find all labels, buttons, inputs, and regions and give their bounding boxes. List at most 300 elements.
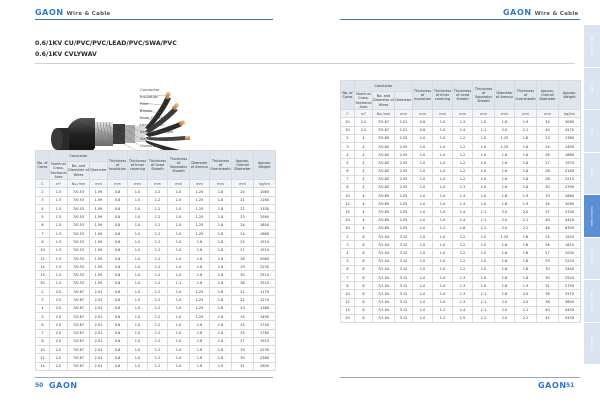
table-cell: 6 bbox=[355, 314, 373, 322]
table-cell: 1.0 bbox=[413, 142, 433, 150]
table-cell: 1.0 bbox=[433, 151, 453, 159]
table-cell: 6 bbox=[355, 290, 373, 298]
table-cell: 1270 bbox=[254, 296, 276, 304]
column-header: Thickness of Insulation bbox=[108, 151, 128, 180]
table-cell: 1.6 bbox=[495, 200, 515, 208]
table-cell: 1.0 bbox=[433, 273, 453, 281]
column-header: Thickness of Oversheath bbox=[515, 81, 537, 110]
table-cell: 1.8 bbox=[515, 151, 537, 159]
table-cell: 1.0 bbox=[433, 142, 453, 150]
table-cell: 1.1 bbox=[168, 279, 190, 287]
table-cell: 1.0 bbox=[413, 183, 433, 191]
table-cell: 3.12 bbox=[395, 257, 413, 265]
table-cell: 2.0 bbox=[495, 224, 515, 232]
side-tab[interactable] bbox=[584, 238, 600, 281]
table-cell: 1.59 bbox=[90, 205, 108, 213]
table-cell: 1.8 bbox=[210, 246, 232, 254]
table-cell: 1.0 bbox=[168, 213, 190, 221]
header-brand-left bbox=[35, 8, 111, 17]
table-cell: 1.5 bbox=[50, 229, 68, 237]
footer-brand-right bbox=[538, 381, 567, 390]
table-cell: 1.8 bbox=[210, 304, 232, 312]
table-cell: 4 bbox=[355, 216, 373, 224]
table-cell: 1.1 bbox=[473, 126, 495, 134]
table-cell: 0.8 bbox=[108, 296, 128, 304]
table-cell: 1.0 bbox=[473, 151, 495, 159]
table-cell: 1.0 bbox=[413, 159, 433, 167]
table-cell: 6300 bbox=[559, 224, 581, 232]
table-cell: 2.55 bbox=[395, 142, 413, 150]
table-cell: 1.2 bbox=[148, 196, 168, 204]
table-row bbox=[341, 306, 581, 314]
table-cell: 2 bbox=[341, 134, 355, 142]
table-cell: 1.0 bbox=[128, 337, 148, 345]
table-cell: 1.8 bbox=[210, 296, 232, 304]
table-units-row bbox=[341, 110, 581, 118]
table-cell: 1.8 bbox=[210, 205, 232, 213]
table-cell: 2510 bbox=[254, 271, 276, 279]
table-cell: 1.2 bbox=[148, 213, 168, 221]
table-cell: 27 bbox=[232, 246, 254, 254]
table-cell: 8 bbox=[341, 183, 355, 191]
table-cell: 2.0 bbox=[495, 126, 515, 134]
table-cell: 1.0 bbox=[433, 290, 453, 298]
column-header: Thickness of Oversheath bbox=[210, 151, 232, 180]
table-cell: 1.2 bbox=[453, 175, 473, 183]
table-cell: 7/0.85 bbox=[373, 192, 395, 200]
table-cell: 7/0.67 bbox=[68, 321, 90, 329]
table-cell: 2.0 bbox=[495, 208, 515, 216]
table-cell: 1.0 bbox=[128, 362, 148, 370]
header-rule-left bbox=[35, 19, 273, 20]
table-cell: 1560 bbox=[254, 213, 276, 221]
column-header: Thickness of Separator Sheath bbox=[473, 81, 495, 110]
column-header: Approx. Overall Diameter bbox=[232, 151, 254, 180]
table-cell: 1.0 bbox=[168, 221, 190, 229]
table-cell: 1.0 bbox=[128, 221, 148, 229]
table-row bbox=[341, 224, 581, 232]
table-cell: 1.8 bbox=[210, 288, 232, 296]
page-number-left: 50 bbox=[35, 382, 44, 389]
table-cell: 2 bbox=[36, 188, 50, 196]
table-cell: 1.0 bbox=[413, 290, 433, 298]
table-cell: 7/0.67 bbox=[68, 362, 90, 370]
table-cell: 1.25 bbox=[190, 312, 210, 320]
table-cell: 1.8 bbox=[210, 271, 232, 279]
part-label: Lead Sheath bbox=[140, 122, 164, 127]
table-cell: 7/0.53 bbox=[68, 196, 90, 204]
table-cell: 2.55 bbox=[395, 134, 413, 142]
table-row bbox=[341, 159, 581, 167]
table-cell: 1.8 bbox=[515, 134, 537, 142]
table-cell: 1.0 bbox=[413, 249, 433, 257]
table-cell: 6 bbox=[355, 273, 373, 281]
table-cell: 30 bbox=[341, 224, 355, 232]
table-cell: 6 bbox=[341, 167, 355, 175]
table-cell: 1.0 bbox=[433, 159, 453, 167]
table-cell: 1.0 bbox=[433, 241, 453, 249]
table-cell: 5 bbox=[36, 213, 50, 221]
table-cell: 1.6 bbox=[495, 159, 515, 167]
table-cell: 7/1.04 bbox=[373, 249, 395, 257]
table-cell: 7/1.04 bbox=[373, 298, 395, 306]
table-cell: 1.6 bbox=[190, 254, 210, 262]
table-cell: 1.6 bbox=[495, 175, 515, 183]
table-cell: 1.0 bbox=[128, 205, 148, 213]
table-cell: 7/0.67 bbox=[68, 354, 90, 362]
table-cell: 29 bbox=[537, 257, 559, 265]
side-tab[interactable] bbox=[584, 25, 600, 68]
table-cell: 1.0 bbox=[128, 238, 148, 246]
table-cell: 1.3 bbox=[453, 298, 473, 306]
unit-cell: mm bbox=[210, 180, 232, 188]
table-cell: 0.8 bbox=[108, 279, 128, 287]
column-group-label: Conductor bbox=[50, 151, 108, 162]
table-cell: 1.2 bbox=[453, 249, 473, 257]
part-label: Insulation bbox=[140, 94, 159, 99]
table-cell: 10 bbox=[341, 192, 355, 200]
table-cell: 1.59 bbox=[90, 279, 108, 287]
table-cell: 1.2 bbox=[148, 205, 168, 213]
table-cell: 5 bbox=[341, 257, 355, 265]
table-cell: 1.0 bbox=[473, 167, 495, 175]
unit-cell: mm bbox=[495, 110, 515, 118]
table-cell: 1.6 bbox=[190, 337, 210, 345]
table-cell: 2060 bbox=[254, 254, 276, 262]
table-cell: 1330 bbox=[254, 205, 276, 213]
table-cell: 1.1 bbox=[473, 216, 495, 224]
table-cell: 1.8 bbox=[515, 233, 537, 241]
table-cell: 1.6 bbox=[495, 192, 515, 200]
table-cell: 33 bbox=[537, 192, 559, 200]
table-cell: 0.8 bbox=[108, 238, 128, 246]
table-cell: 7/0.53 bbox=[68, 229, 90, 237]
table-cell: 2.5 bbox=[50, 296, 68, 304]
part-label: Separator Sheath bbox=[140, 129, 174, 134]
table-cell: 3 bbox=[341, 142, 355, 150]
side-tab[interactable] bbox=[584, 195, 600, 238]
table-cell: 0.8 bbox=[108, 221, 128, 229]
table-cell: 1.2 bbox=[148, 271, 168, 279]
table-cell: 3 bbox=[36, 296, 50, 304]
table-cell: 1.59 bbox=[90, 188, 108, 196]
table-cell: 4 bbox=[341, 249, 355, 257]
table-cell: 2.0 bbox=[515, 298, 537, 306]
table-cell: 1.0 bbox=[413, 306, 433, 314]
table-row bbox=[341, 142, 581, 150]
table-row bbox=[341, 298, 581, 306]
table-cell: 24 bbox=[232, 312, 254, 320]
table-cell: 1.8 bbox=[210, 321, 232, 329]
table-cell: 2880 bbox=[559, 192, 581, 200]
table-cell: 4450 bbox=[559, 306, 581, 314]
table-cell: 0.8 bbox=[108, 288, 128, 296]
table-cell: 2160 bbox=[559, 167, 581, 175]
unit-cell: mm bbox=[433, 110, 453, 118]
spec-table-right bbox=[340, 80, 581, 323]
table-cell: 1.8 bbox=[210, 354, 232, 362]
table-cell: 2.55 bbox=[395, 175, 413, 183]
table-cell: 31 bbox=[232, 362, 254, 370]
table-cell: 2 bbox=[341, 233, 355, 241]
table-cell: 1910 bbox=[254, 238, 276, 246]
table-cell: 7/0.67 bbox=[68, 304, 90, 312]
footer-brand-left bbox=[49, 381, 78, 390]
table-cell: 1.2 bbox=[148, 362, 168, 370]
table-cell: 2.01 bbox=[90, 296, 108, 304]
table-cell: 2.01 bbox=[90, 321, 108, 329]
table-cell: 1.1 bbox=[473, 306, 495, 314]
table-cell: 14 bbox=[36, 362, 50, 370]
table-cell: 3.12 bbox=[395, 249, 413, 257]
table-cell: 1.8 bbox=[210, 238, 232, 246]
table-cell: 1.6 bbox=[190, 246, 210, 254]
table-cell: 30 bbox=[36, 279, 50, 287]
table-cell: 2.5 bbox=[355, 118, 373, 126]
table-cell: 1.8 bbox=[210, 188, 232, 196]
table-cell: 20 bbox=[341, 314, 355, 322]
table-cell: 2.5 bbox=[50, 354, 68, 362]
part-label: Inner Covering bbox=[140, 115, 169, 120]
table-cell: 30 bbox=[341, 126, 355, 134]
table-cell: 2.01 bbox=[90, 288, 108, 296]
table-cell: 1.0 bbox=[433, 175, 453, 183]
brand-logo: GAON bbox=[35, 8, 64, 17]
table-cell: 20 bbox=[341, 216, 355, 224]
table-cell: 1.0 bbox=[433, 208, 453, 216]
table-cell: 1.2 bbox=[433, 314, 453, 322]
table-cell: 3700 bbox=[559, 208, 581, 216]
table-cell: 1.5 bbox=[453, 314, 473, 322]
table-cell: 2.1 bbox=[515, 126, 537, 134]
table-cell: 30 bbox=[537, 273, 559, 281]
table-cell: 7/1.04 bbox=[373, 306, 395, 314]
table-cell: 34 bbox=[537, 118, 559, 126]
side-tab[interactable] bbox=[584, 323, 600, 366]
table-cell: 20 bbox=[341, 118, 355, 126]
table-cell: 38 bbox=[537, 298, 559, 306]
table-cell: 1.8 bbox=[210, 329, 232, 337]
table-cell: 1.8 bbox=[210, 346, 232, 354]
table-cell: 1.0 bbox=[433, 126, 453, 134]
brand-logo: GAON bbox=[503, 8, 532, 17]
table-cell: 37 bbox=[537, 208, 559, 216]
table-cell: 2.5 bbox=[50, 288, 68, 296]
table-cell: 6 bbox=[355, 241, 373, 249]
table-cell: 2.5 bbox=[355, 126, 373, 134]
table-cell: 3.12 bbox=[395, 314, 413, 322]
column-header: No. and Diameter of Wires bbox=[68, 162, 90, 180]
section-side-tabs bbox=[584, 25, 600, 365]
table-cell: 1.9 bbox=[515, 192, 537, 200]
table-cell: 1910 bbox=[254, 337, 276, 345]
table-row bbox=[36, 346, 276, 354]
unit-cell: mm bbox=[515, 110, 537, 118]
part-label: Conductor bbox=[140, 87, 160, 92]
table-cell: 1.2 bbox=[453, 265, 473, 273]
table-cell: 1160 bbox=[254, 196, 276, 204]
table-cell: 1.0 bbox=[433, 249, 453, 257]
table-cell: 1.2 bbox=[453, 134, 473, 142]
table-cell: 2000 bbox=[559, 249, 581, 257]
column-header: Nominal Cross-Sectional Area bbox=[355, 92, 372, 109]
table-cell: 1.9 bbox=[515, 200, 537, 208]
table-cell: 1.2 bbox=[148, 229, 168, 237]
table-cell: 1.2 bbox=[148, 321, 168, 329]
table-cell: 6 bbox=[355, 265, 373, 273]
table-cell: 1.6 bbox=[495, 183, 515, 191]
table-cell: 3080 bbox=[559, 118, 581, 126]
table-row bbox=[36, 188, 276, 196]
table-cell: 7/1.04 bbox=[373, 233, 395, 241]
table-cell: 2.5 bbox=[50, 321, 68, 329]
table-cell: 3080 bbox=[559, 200, 581, 208]
table-cell: 1.25 bbox=[190, 188, 210, 196]
table-group-header bbox=[36, 151, 276, 162]
table-cell: 5 bbox=[36, 312, 50, 320]
table-cell: 0.8 bbox=[108, 321, 128, 329]
table-row bbox=[36, 296, 276, 304]
table-cell: 1.25 bbox=[190, 213, 210, 221]
table-cell: 1.0 bbox=[433, 265, 453, 273]
side-tab[interactable] bbox=[584, 68, 600, 111]
table-cell: 1.0 bbox=[433, 282, 453, 290]
table-cell: 1.0 bbox=[413, 151, 433, 159]
table-cell: 7/0.85 bbox=[373, 200, 395, 208]
table-cell: 3800 bbox=[559, 298, 581, 306]
table-row bbox=[341, 273, 581, 281]
brand-logo: GAON bbox=[49, 381, 78, 390]
table-cell: 1.25 bbox=[190, 296, 210, 304]
table-cell: 7/0.85 bbox=[373, 167, 395, 175]
table-row bbox=[341, 192, 581, 200]
table-row bbox=[36, 271, 276, 279]
table-cell: 6 bbox=[355, 298, 373, 306]
table-cell: 1.6 bbox=[453, 224, 473, 232]
table-cell: 1.0 bbox=[128, 246, 148, 254]
table-cell: 4420 bbox=[559, 216, 581, 224]
table-cell: 2.55 bbox=[395, 192, 413, 200]
table-cell: 8 bbox=[36, 337, 50, 345]
table-row bbox=[341, 118, 581, 126]
table-cell: 1.0 bbox=[168, 312, 190, 320]
table-cell: 1.2 bbox=[453, 257, 473, 265]
table-cell: 3310 bbox=[254, 279, 276, 287]
table-cell: 0.8 bbox=[108, 362, 128, 370]
table-cell: 1.0 bbox=[433, 257, 453, 265]
table-cell: 1.2 bbox=[148, 246, 168, 254]
table-cell: 1.6 bbox=[190, 362, 210, 370]
unit-cell: m² bbox=[50, 180, 68, 188]
table-cell: 1380 bbox=[559, 134, 581, 142]
side-tab[interactable] bbox=[584, 153, 600, 196]
product-subtitle: 0.6/1KV CVLYWAV bbox=[35, 51, 97, 58]
table-cell: 2.01 bbox=[395, 118, 413, 126]
table-cell: 3.12 bbox=[395, 306, 413, 314]
table-cell: 1.6 bbox=[190, 329, 210, 337]
table-cell: 1.0 bbox=[413, 216, 433, 224]
table-cell: 1.8 bbox=[515, 142, 537, 150]
column-header: No. and Diameter of Wires bbox=[373, 92, 395, 110]
table-cell: 1.2 bbox=[148, 329, 168, 337]
table-cell: 2210 bbox=[559, 175, 581, 183]
table-cell: 1.5 bbox=[50, 205, 68, 213]
table-cell: 3 bbox=[341, 241, 355, 249]
table-cell: 7/0.67 bbox=[68, 346, 90, 354]
table-cell: 1.2 bbox=[433, 306, 453, 314]
table-cell: 7/0.53 bbox=[68, 279, 90, 287]
table-cell: 29 bbox=[232, 346, 254, 354]
table-cell: 7/0.67 bbox=[68, 337, 90, 345]
side-tab[interactable] bbox=[584, 280, 600, 323]
column-header: Diameter bbox=[90, 162, 108, 180]
unit-cell: C bbox=[341, 110, 355, 118]
table-row bbox=[36, 229, 276, 237]
side-tab-label: Instrument bbox=[590, 249, 594, 267]
table-row bbox=[341, 208, 581, 216]
table-cell: 7/0.53 bbox=[68, 238, 90, 246]
part-label: Binder bbox=[140, 108, 153, 113]
table-cell: 1.8 bbox=[210, 337, 232, 345]
table-cell: 1.8 bbox=[515, 273, 537, 281]
unit-cell: mm bbox=[148, 180, 168, 188]
table-cell: 2600 bbox=[254, 362, 276, 370]
table-cell: 15 bbox=[341, 306, 355, 314]
table-cell: 1.0 bbox=[128, 279, 148, 287]
table-cell: 24 bbox=[232, 221, 254, 229]
table-cell: 1.5 bbox=[50, 238, 68, 246]
table-cell: 1.3 bbox=[453, 273, 473, 281]
table-cell: 0.8 bbox=[108, 312, 128, 320]
table-row bbox=[36, 263, 276, 271]
table-cell: 3.12 bbox=[395, 241, 413, 249]
table-cell: 2.0 bbox=[495, 298, 515, 306]
table-cell: 1740 bbox=[254, 321, 276, 329]
part-label: Filler bbox=[140, 101, 149, 106]
table-cell: 1.6 bbox=[190, 346, 210, 354]
table-cell: 7/0.53 bbox=[68, 263, 90, 271]
table-cell: 1.0 bbox=[413, 273, 433, 281]
table-cell: 1.0 bbox=[128, 263, 148, 271]
table-cell: 1.2 bbox=[453, 159, 473, 167]
table-cell: 0.8 bbox=[108, 205, 128, 213]
table-cell: 2.01 bbox=[90, 362, 108, 370]
column-header: Thickness of Lead Sheath bbox=[148, 151, 168, 180]
table-row bbox=[36, 205, 276, 213]
table-cell: 1.2 bbox=[148, 346, 168, 354]
table-cell: 3.12 bbox=[395, 233, 413, 241]
table-cell: 2.01 bbox=[90, 312, 108, 320]
table-cell: 21 bbox=[232, 288, 254, 296]
side-tab-label: XLPE bbox=[590, 84, 594, 92]
table-group-header bbox=[341, 81, 581, 92]
table-cell: 23 bbox=[232, 213, 254, 221]
table-cell: 32 bbox=[537, 282, 559, 290]
table-cell: 1.8 bbox=[515, 175, 537, 183]
table-cell: 4270 bbox=[559, 126, 581, 134]
table-cell: 1.5 bbox=[50, 221, 68, 229]
table-cell: 1.8 bbox=[515, 257, 537, 265]
unit-cell: mm bbox=[537, 110, 559, 118]
table-cell: 1.6 bbox=[190, 321, 210, 329]
side-tab-label: Control Cable bbox=[590, 205, 594, 226]
table-cell: 1.3 bbox=[453, 192, 473, 200]
table-cell: 4 bbox=[355, 175, 373, 183]
table-cell: 1.25 bbox=[495, 142, 515, 150]
table-cell: 1.0 bbox=[473, 142, 495, 150]
table-row bbox=[36, 254, 276, 262]
side-tab[interactable] bbox=[584, 110, 600, 153]
